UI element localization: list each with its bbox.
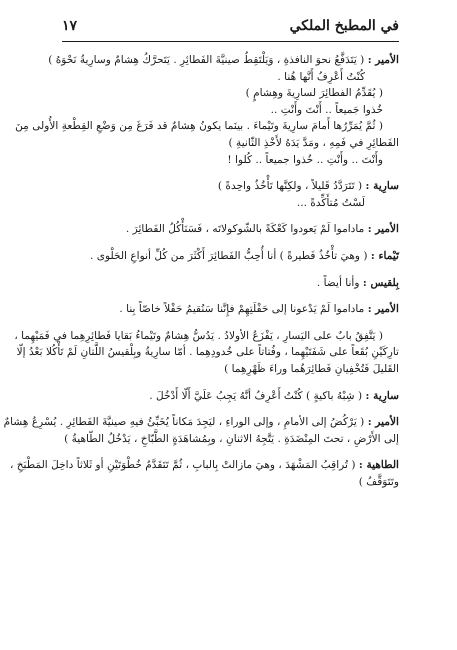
line-text: لَسْتُ مُتأَكِّدةً ... <box>296 196 365 209</box>
line-text: ( وهيَ تأْخُذُ فَطيرةً ) أنا أُحِبُّ الفَطائِرَ أَكْثَرَ من كُلِّ أنواعِ الحَلْوى . <box>89 249 368 262</box>
paragraph-gap <box>46 265 399 275</box>
paragraph-gap <box>46 168 399 178</box>
text-line <box>9 457 399 474</box>
line-text: وأنا أيضاً . <box>316 276 360 289</box>
line-text: ماداموا لَمْ يَدْعونا إلى حَفْلَتِهِمْ فإِنَّنا سَنُقيمُ حَفْلاً خاصّاً بِنا . <box>119 303 365 316</box>
text-line <box>14 328 399 345</box>
running-title: في المطبخ الملكي <box>289 18 399 34</box>
text-line <box>46 221 399 238</box>
line-text: القَليلَ فَتُخْفِيانِ فَطائِرَهُما وراءَ ظَهْرِهِما ) <box>224 362 399 375</box>
text-line <box>46 85 399 102</box>
text-line <box>16 344 399 361</box>
text-line <box>46 361 399 378</box>
speaker-name: سارِية : <box>365 180 399 193</box>
line-text: ( تُراقِبُ المَشْهَدَ ، وهيَ مازالتْ بِالبابِ ، ثُمَّ تَتَقَدَّمُ خُطْوَتَيْنِ أو ثَلاثاً داخِلَ المَطْبَخِ ، <box>9 459 356 472</box>
paragraph-gap <box>46 211 399 221</box>
paragraph-gap <box>46 404 399 414</box>
speaker-name: الأمير : <box>367 303 399 316</box>
text-line <box>46 135 399 152</box>
paragraph-gap <box>46 378 399 388</box>
line-text: ماداموا لَمْ يَعودوا كَعْكَةً بالشّوكولاتَه ، فَسَنَأْكُلُ الفَطائِرَ . <box>125 223 365 236</box>
paragraph-gap <box>46 447 399 457</box>
line-text: ( يَرْكُضُ إلى الأمامِ ، وإلى الوراءِ ، ليَجِدَ مَكاناً يُخَبِّئُ فيهِ صينيَّةَ الفَطائِرِ . يُسْرِعُ هِشامٌ <box>3 416 365 429</box>
text-line <box>46 301 399 318</box>
text-line <box>46 195 399 212</box>
speaker-name: الأمير : <box>367 54 399 66</box>
text-line <box>46 69 399 86</box>
line-text: وأَنْتَ .. وأَنْتِ .. خُذوا جميعاً .. كُلوا ! <box>227 153 383 166</box>
page-header <box>62 14 399 42</box>
line-text: إلى الأَرْضِ ، تحتَ المِنْضَدَةِ . يَتَّجِهُ الاثنانِ ، وبِمُشاهَدَةٍ الطَّبّاخِ ، يَدْخُلُ الطّاهيةُ ) <box>64 432 399 445</box>
paragraph-gap <box>46 318 399 328</box>
speaker-name: تَيْماء : <box>370 249 399 262</box>
line-text: الفَطائِرِ في فَمِهِ ، ومَدَّ يَدَهُ لأَخْذِ الثّانيةِ ) <box>228 136 399 149</box>
line-text: ( شِبْهُ باكيةٍ ) كُنْتُ أَعْرِفُ أنَّهُ يَجِبُ عَلَيَّ أَلّا أَدْخُلَ . <box>149 389 363 402</box>
page-number: ١٧ <box>62 18 78 34</box>
text-line <box>46 102 399 119</box>
text-line <box>46 178 399 195</box>
text-line <box>15 118 399 135</box>
text-line <box>46 52 399 69</box>
line-text: تارِكَيْنِ بُقَعاً على شَفَتَيْهِما ، وفُتاتاً على خُدودِهِما . أمّا سارِيةُ وبِلْقيسُ اللَّتانِ لَمْ تَأْكُلا بَعْدُ إلّا <box>16 346 399 359</box>
paragraph-gap <box>46 291 399 301</box>
line-text: كُنْتُ أَعْرِفُ أَنَّها هُنا . <box>277 70 365 83</box>
line-text: ( يَتَدَفَّعُ نحوَ النافذةِ ، وَيَلْتَقِطُ صينيَّةَ الفَطائِرِ . يَتَحرَّكُ هِشامٌ وسارِيةُ نَحْوَهُ ) <box>48 54 365 66</box>
header-rule <box>62 41 399 42</box>
text-line <box>46 275 399 292</box>
text-line <box>46 248 399 265</box>
speaker-name: الأمير : <box>367 416 399 429</box>
speaker-name: الطاهية : <box>358 459 399 472</box>
line-text: ( يُقَدِّمُ الفطائِرَ لسارِيةَ وهِشامٍ ) <box>245 87 383 100</box>
line-text: ( يَتَّفِقُ بابٌ على اليَسارِ ، يَفْزَعُ الأولادُ . يَدُسُّ هِشامٌ وتَيْماءُ بَقايا فَطائِرِهِما في فَمَيْهِما ، <box>14 329 383 342</box>
line-text: خُذوا جَميعاً .. أَنْتَ وأَنْتِ .. <box>270 103 383 116</box>
text-line <box>46 431 399 448</box>
text-line <box>46 474 399 491</box>
speaker-name: سارِية : <box>365 389 399 402</box>
play-text <box>3 52 399 640</box>
text-line <box>46 152 399 169</box>
line-text: ( تَتَرَدَّدُ قَليلاً ، ولكِنَّها تَأْخُذُ واحِدةً ) <box>217 180 363 193</box>
line-text: ( ثُمَّ يُمَرِّرُها أَمامَ سارِيةَ وتَيْماءَ . بينَما يكونُ هِشامٌ قد فَرَغَ مِن وَضْعِ القِطْعةِ الأُولى مِنَ <box>15 120 383 133</box>
speaker-name: بِلقيس : <box>362 276 399 289</box>
paragraph-gap <box>46 238 399 248</box>
text-line <box>3 414 399 431</box>
text-line <box>46 388 399 405</box>
speaker-name: الأمير : <box>367 223 399 236</box>
line-text: وتَتَوَقَّفُ ) <box>358 475 399 488</box>
